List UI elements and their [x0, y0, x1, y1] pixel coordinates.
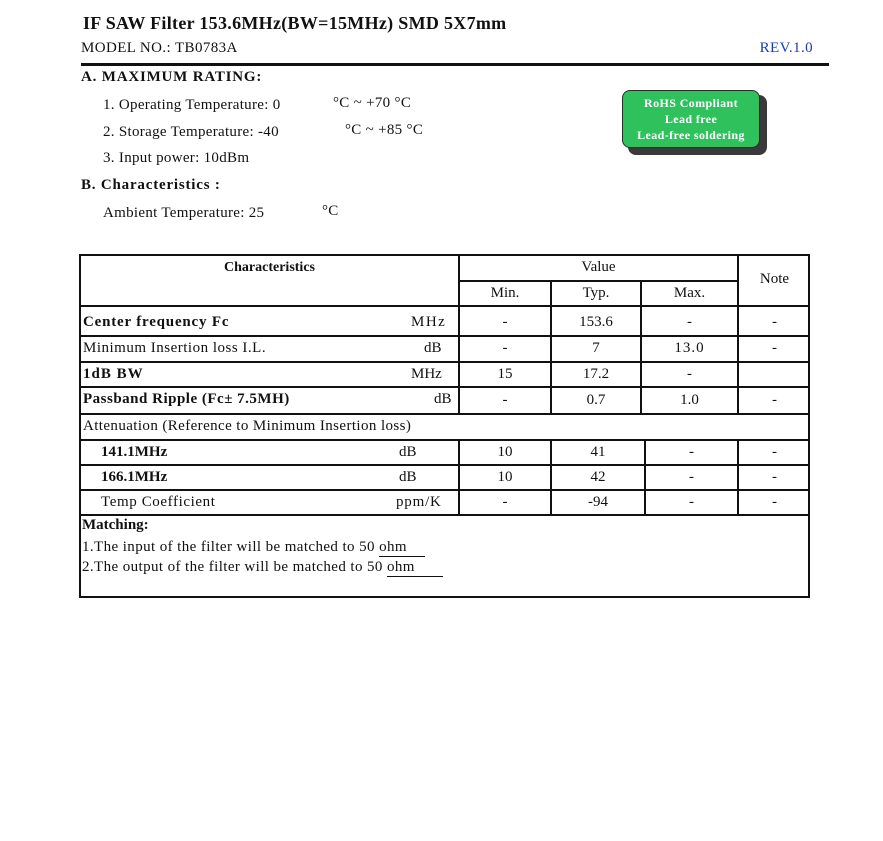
row-166mhz-unit: dB: [399, 469, 417, 485]
matching-label: Matching:: [82, 517, 149, 533]
rohs-line-compliant: RoHS Compliant: [644, 96, 738, 110]
header-min: Min.: [490, 285, 520, 301]
storage-temp-label: 2. Storage Temperature: -40: [103, 124, 279, 140]
row-center-frequency-name: Center frequency Fc: [83, 314, 230, 330]
row-passband-ripple-unit: dB: [434, 391, 452, 407]
matching-output-line: [82, 559, 443, 577]
row-insertion-loss-unit: dB: [424, 340, 442, 356]
row-temp-coefficient-max: -: [689, 494, 694, 510]
row-166mhz-max: -: [689, 469, 694, 485]
storage-temp-range: °C ~ +85 °C: [345, 122, 424, 138]
row-insertion-loss-name: Minimum Insertion loss I.L.: [83, 340, 267, 356]
input-power-label: 3. Input power: 10dBm: [103, 150, 250, 166]
header-value: Value: [581, 259, 616, 275]
row-passband-ripple-typ: 0.7: [586, 392, 606, 408]
ambient-temp-label: Ambient Temperature: 25: [103, 205, 265, 221]
document-title: IF SAW Filter 153.6MHz(BW=15MHz) SMD 5X7mm: [83, 13, 507, 33]
row-1db-bw-max: -: [687, 366, 692, 382]
row-temp-coefficient-name: Temp Coefficient: [101, 494, 216, 510]
row-166mhz-name: 166.1MHz: [101, 469, 168, 485]
row-166mhz-typ: 42: [590, 469, 606, 485]
row-insertion-loss-min: -: [502, 340, 508, 356]
header-typ: Typ.: [582, 285, 610, 301]
row-passband-ripple-max: 1.0: [680, 392, 699, 408]
row-166mhz-min: 10: [497, 469, 513, 485]
matching-input-unit: ohm: [379, 539, 425, 557]
row-temp-coefficient-unit: ppm/K: [396, 494, 442, 510]
row-passband-ripple-note: -: [772, 392, 777, 408]
header-max: Max.: [673, 285, 706, 301]
row-temp-coefficient-typ: -94: [588, 494, 608, 510]
row-141mhz-name: 141.1MHz: [101, 444, 168, 460]
rohs-line-soldering: Lead-free soldering: [637, 128, 745, 142]
operating-temp-label: 1. Operating Temperature: 0: [103, 97, 281, 113]
row-temp-coefficient-min: -: [502, 494, 508, 510]
row-insertion-loss-note: -: [772, 340, 777, 356]
row-passband-ripple-name: Passband Ripple (Fc± 7.5MH): [83, 391, 290, 407]
header-characteristics: Characteristics: [224, 260, 315, 275]
row-141mhz-typ: 41: [590, 444, 606, 460]
matching-output-text: 2.The output of the filter will be matched to 50: [82, 559, 383, 575]
characteristics-heading: B. Characteristics :: [81, 177, 221, 193]
matching-input-line: [82, 539, 425, 557]
ambient-temp-unit: °C: [322, 203, 339, 219]
characteristics-table: [79, 254, 810, 598]
operating-temp-range: °C ~ +70 °C: [333, 95, 412, 111]
model-number: MODEL NO.: TB0783A: [81, 40, 238, 56]
row-141mhz-note: -: [772, 444, 777, 460]
row-center-frequency-typ: 153.6: [579, 314, 613, 330]
header-note: Note: [759, 271, 790, 287]
header-divider: [81, 63, 829, 66]
row-166mhz-note: -: [772, 469, 777, 485]
row-1db-bw-typ: 17.2: [582, 366, 610, 382]
matching-output-unit: ohm: [387, 559, 443, 577]
row-temp-coefficient-note: -: [772, 494, 777, 510]
row-1db-bw-name: 1dB BW: [83, 366, 144, 382]
row-center-frequency-note: -: [772, 314, 777, 330]
rohs-badge: [622, 90, 760, 148]
row-insertion-loss-max: 13.0: [674, 340, 705, 356]
row-center-frequency-unit: MHz: [411, 314, 447, 330]
max-rating-heading: A. MAXIMUM RATING:: [81, 69, 263, 85]
row-141mhz-min: 10: [497, 444, 513, 460]
rohs-line-lead-free: Lead free: [664, 112, 718, 126]
row-141mhz-max: -: [689, 444, 694, 460]
attenuation-label: Attenuation (Reference to Minimum Insertion loss): [83, 418, 412, 434]
row-1db-bw-min: 15: [497, 366, 513, 382]
row-141mhz-unit: dB: [399, 444, 417, 460]
revision-label: REV.1.0: [759, 40, 813, 56]
row-center-frequency-min: -: [502, 314, 508, 330]
row-1db-bw-unit: MHz: [411, 366, 442, 382]
row-center-frequency-max: -: [687, 314, 692, 330]
row-insertion-loss-typ: 7: [592, 340, 600, 356]
matching-input-text: 1.The input of the filter will be matched to 50: [82, 539, 375, 555]
row-passband-ripple-min: -: [502, 392, 508, 408]
